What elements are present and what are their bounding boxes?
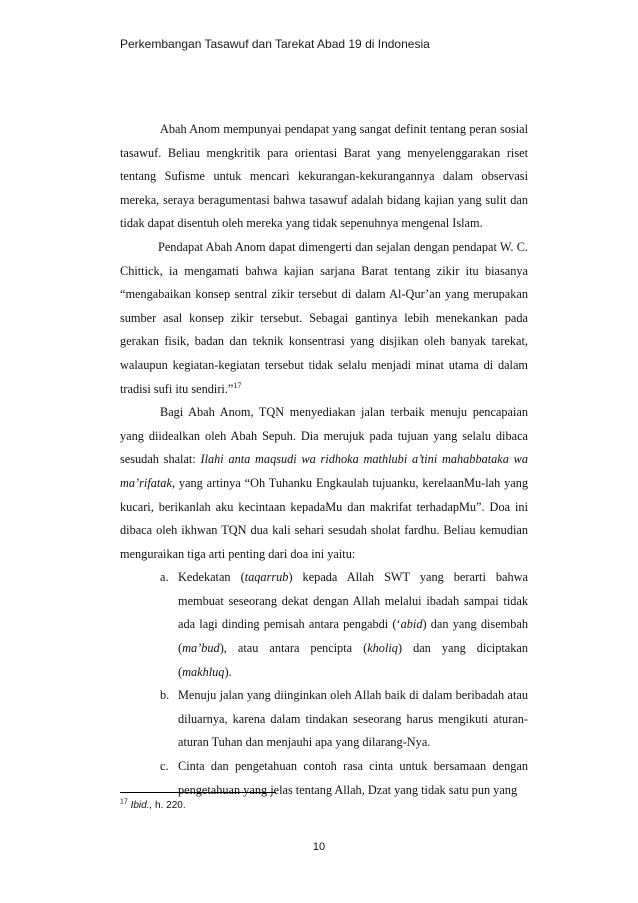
text-run: ), atau antara pencipta ( [219, 641, 368, 656]
paragraph-2 [120, 236, 528, 401]
footnote-ref[interactable]: 17 [233, 380, 242, 390]
text-run: ) dan yang diciptakan ( [178, 641, 528, 679]
list-item-text [178, 570, 528, 678]
text-run: Kedekatan ( [178, 570, 245, 585]
footnote-number: 17 [120, 798, 128, 806]
list-item [120, 684, 528, 755]
list-marker: c. [160, 759, 169, 774]
paragraph-2-text: Pendapat Abah Anom dapat dimengerti dan sejalan dengan pendapat W. C. Chittick, ia mengamati bahwa kajian sarjana Barat tentang zikir itu biasanya “mengabaikan konsep sentral zikir tersebut di dalam Al-Qur’an yang merupakan sumber asal konsep zikir tersebut. Sebagai gantinya lebih menekankan pada gerakan fisik, badan dan teknik konsentrasi yang disjikan oleh banyak tarekat, walaupun kegiatan-kegiatan tersebut tidak selalu menjadi minat utama di dalam tradisi sufi itu sendiri.” [120, 239, 528, 396]
footnote [120, 800, 186, 811]
footnote-divider [120, 792, 276, 793]
list-item-text: Menuju jalan yang diinginkan oleh Allah baik di dalam beribadah atau diluarnya, karena dalam tindakan seseorang harus mengikuti aturan-aturan Tuhan dan menjauhi apa yang dilarang-Nya. [178, 688, 528, 750]
italic-term: ma’bud [182, 641, 220, 656]
list-marker: b. [160, 688, 170, 703]
italic-term: kholiq [367, 641, 398, 656]
paragraph-3 [120, 401, 528, 566]
meaning-list [120, 566, 528, 802]
footnote-text: h. 220. [152, 800, 186, 811]
italic-term: taqarrub [244, 570, 289, 585]
footnote-ibid: Ibid., [130, 800, 153, 811]
running-header: Perkembangan Tasawuf dan Tarekat Abad 19 di Indonesia [120, 37, 430, 51]
text-run: ) kepada Allah SWT yang berarti bahwa membuat seseorang dekat dengan Allah melalui ibadah sampai tidak ada lagi dinding pemisah antara pengabdi (‘ [178, 570, 528, 632]
list-item [120, 566, 528, 684]
text-run: ). [224, 664, 232, 679]
text-run: ) dan yang disembah ( [178, 617, 528, 656]
italic-term: abid [400, 617, 423, 632]
body-text [120, 118, 528, 802]
paragraph-3-pre: Bagi Abah Anom, TQN menyediakan jalan terbaik menuju pencapaian yang diidealkan oleh Abah Sepuh. Dia merujuk pada tujuan yang selalu dibaca sesudah shalat: [120, 405, 528, 467]
paragraph-3-post: yang artinya “Oh Tuhanku Engkaulah tujuanku, kerelaanMu-lah yang kucari, berikanlah aku kecintaan kepadaMu dan makrifat terhadapMu”. Doa ini dibaca oleh ikhwan TQN dua kali sehari sesudah sholat fardhu. Beliau kemudian menguraikan tiga arti penting dari doa ini yaitu: [120, 475, 528, 561]
page-number: 10 [312, 841, 326, 853]
paragraph-3-prayer-text: Ilahi anta maqsudi wa ridhoka mathlubi a’tini mahabbataka wa ma’rifatak, [120, 452, 528, 490]
paragraph-1: Abah Anom mempunyai pendapat yang sangat definit tentang peran sosial tasawuf. Beliau mengkritik para orientasi Barat yang menyelenggarakan riset tentang Sufisme untuk mencari kekurangan-kekurangannya dalam observasi mereka, seraya beragumentasi bahwa tasawuf adalah bidang kajian yang sulit dan tidak dapat disentuh oleh mereka yang tidak sepenuhnya mengenal Islam. [120, 122, 528, 231]
italic-term: makhluq [182, 664, 225, 679]
list-item [120, 755, 528, 802]
list-item-text: Cinta dan pengetahuan contoh rasa cinta untuk bersamaan dengan pengetahuan yang jelas tentang Allah, Dzat yang tidak satu pun yang [178, 759, 528, 797]
list-marker: a. [160, 570, 169, 585]
